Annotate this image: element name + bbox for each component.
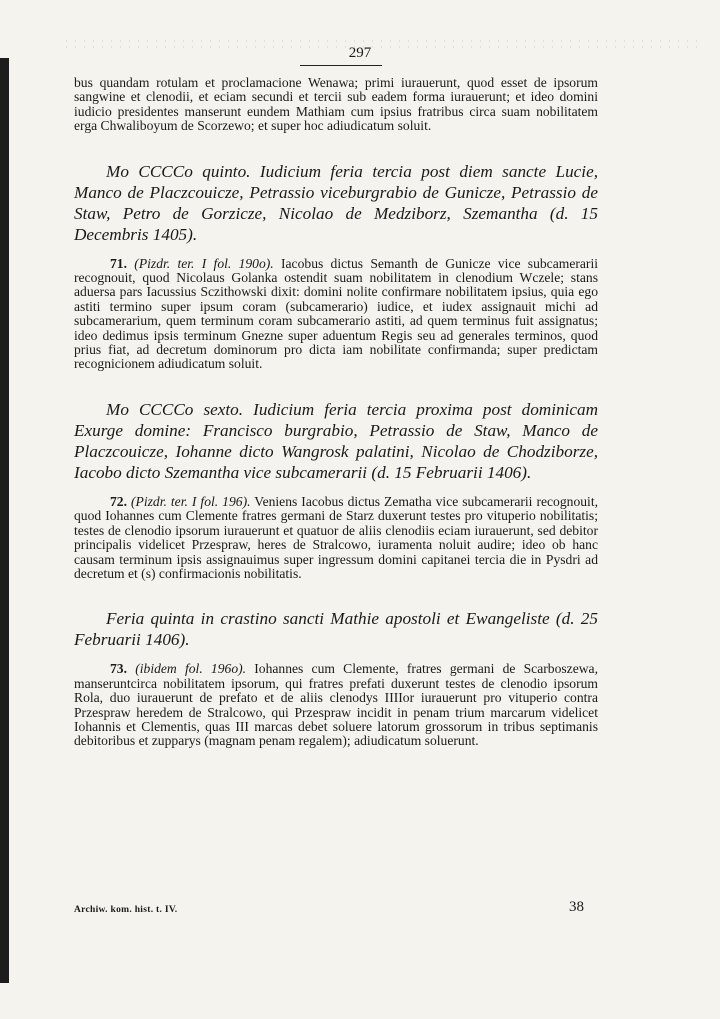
footer-source: Archiw. kom. hist. t. IV. — [74, 905, 178, 915]
entry-reference: (Pizdr. ter. I fol. 196). — [131, 493, 251, 509]
entry-73 — [74, 662, 598, 748]
entry-reference: (ibidem fol. 196o). — [135, 661, 247, 677]
entry-number: 71. — [110, 255, 127, 271]
page-number: 297 — [348, 45, 372, 61]
section-heading-1: Mo CCCCo quinto. Iudicium feria tercia post diem sancte Lucie, Manco de Placzcouicze, Petrassio viceburgrabio de Gunicze, Petrassio de Staw, Petro de Gorzicze, Nicolao de Medziborz, Szemantha (d. 15 Decembris 1405). — [74, 161, 598, 244]
page-number-rule — [300, 65, 382, 66]
entry-reference: (Pizdr. ter. I fol. 190o). — [134, 255, 274, 271]
binding-edge — [0, 58, 9, 983]
section-heading-2: Mo CCCCo sexto. Iudicium feria tercia proxima post dominicam Exurge domine: Francisco burgrabio, Petrassio de Staw, Manco de Placzcouicze, Iohanne dicto Wangrosk palatini, Nicolao de Chodziborze, Iacobo dicto Szemantha vice subcamerarii (d. 15 Februarii 1406). — [74, 399, 598, 482]
entry-number: 72. — [110, 493, 127, 509]
entry-71 — [74, 257, 598, 372]
footer-signature-mark: 38 — [569, 899, 584, 915]
section-heading-3: Feria quinta in crastino sancti Mathie apostoli et Ewangeliste (d. 25 Februarii 1406). — [74, 609, 598, 650]
entry-text: Iacobus dictus Semanth de Gunicze vice subcamerarii recognouit, quod Nicolaus Golanka ostendit suam nobilitatem in clenodium Wczele; stans aduersa pars Iacussius Sczithowski dixit: domini nolite confirmare nobilitatem ipsius, quia ego astiti termino super ipsum coram (subcamerario) iudice, et iudex assignauit michi ad subcamerarium, quem terminum coram subcamerario astiti, ad quem terminus fuit assignatus; ideo dedimus ipsis terminum Gnezne super aduentum Regis seu ad generales terminos, quod prius fiat, ad decretum dominorum pro dicta iam nobilitate confirmanda; super predictam recognicionem adiudicatum soluit. — [74, 255, 598, 372]
intro-paragraph: bus quandam rotulam et proclamacione Wenawa; primi iurauerunt, quod esset de ipsorum sangwine et clenodii, et eciam secundi et tercii sub eadem forma iurauerunt; et ideo domini iudicio presidentes manserunt eundem Mathiam cum ipsius fratribus circa suam nobilitatem erga Chwaliboyum de Scorzewo; et super hoc adiudicatum soluit. — [74, 75, 598, 134]
page-body — [74, 76, 598, 749]
entry-number: 73. — [110, 661, 127, 677]
entry-text: Veniens Iacobus dictus Zematha vice subcamerarii recognouit, quod Iohannes cum Clemente fratres germani de Starz duxerunt testes pro vituperio nobilitatis; testes de clenodio ipsorum iurauerunt et quatuor de aliis clenodiis eciam iurauerunt, sed debitor principalis videlicet Przespraw, heres de Stralcowo, iuramenta noluit audire; ideo ob hanc causam terminum ipsis assignauimus super ingressum domini capitanei tercia die in Pysdri ad decretum et (s) confirmacionis nobilitatis. — [74, 493, 598, 581]
entry-72 — [74, 495, 598, 581]
entry-text: Iohannes cum Clemente, fratres germani de Scarboszewa, manseruntcirca nobilitatem ipsorum, qui fratres prefati duxerunt testes de clenodio ipsorum Rola, duo iurauerunt de prefato et de aliis clenodys IIIIor iurauerunt pro vituperio contra Przespraw heredem de Stralcowo, qui Przespraw incidit in penam trium marcarum videlicet Iohannis et Clementis, quas III marcas debet soluere latorum grossorum in tribus septimanis debitoribus et zupparys (magnam penam regalem); adiudicatum soluerunt. — [74, 661, 598, 749]
